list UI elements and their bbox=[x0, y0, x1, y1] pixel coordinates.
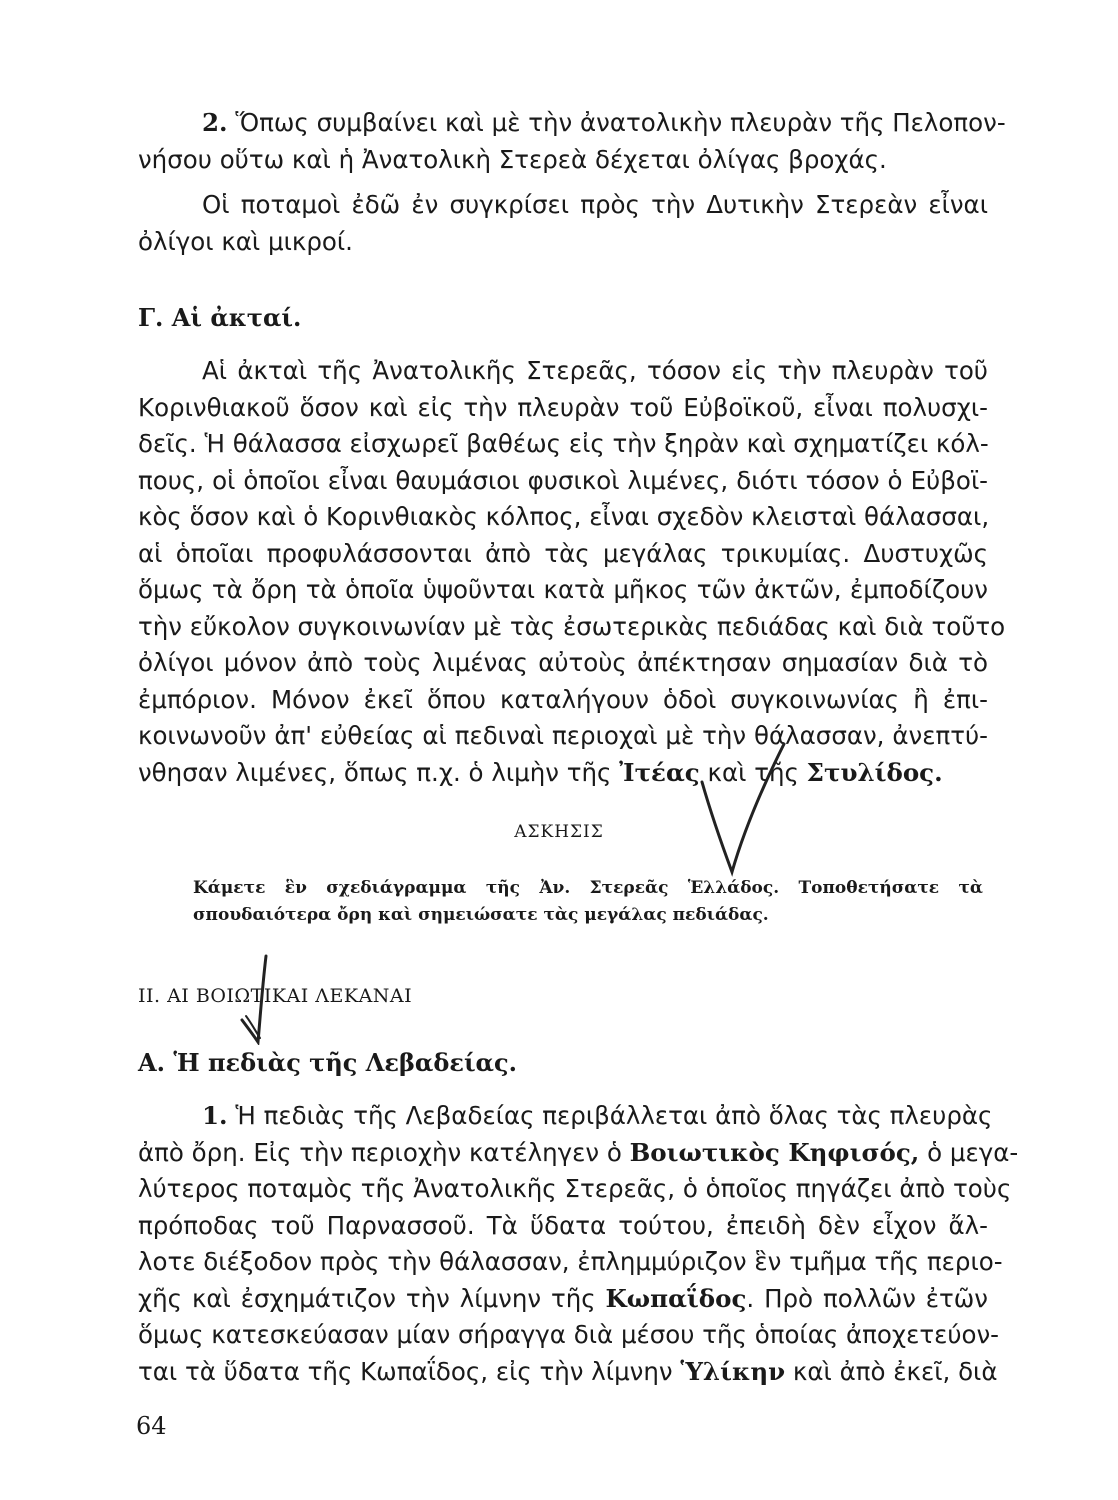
text-line: ἐμπόριον. Μόνον ἐκεῖ ὅπου καταλήγουν ὁδοὶ συγκοινωνίας ἢ ἐπι- bbox=[138, 684, 988, 714]
place-itea: Ἰτέας bbox=[619, 757, 700, 787]
text-line: λοτε διέξοδον πρὸς τὴν θάλασσαν, ἐπλημμύριζον ἓν τμῆμα τῆς περιο- bbox=[138, 1247, 1003, 1276]
heading-coasts: Γ. Αἱ ἀκταί. bbox=[138, 303, 302, 332]
text-line: πρόποδας τοῦ Παρνασσοῦ. Τὰ ὕδατα τούτου, ἐπειδὴ δὲν εἶχον ἄλ- bbox=[138, 1210, 988, 1240]
text-line: ὀλίγοι καὶ μικροί. bbox=[138, 226, 353, 256]
paragraph-levadeia bbox=[138, 1098, 1019, 1390]
text-line: νθησαν λιμένες, ὅπως π.χ. ὁ λιμὴν τῆς Ἰτέας καὶ τῆς Στυλίδος. bbox=[138, 757, 943, 787]
exercises-title: ΑΣΚΗΣΙΣ bbox=[514, 822, 604, 842]
section-number: 1. bbox=[202, 1101, 228, 1130]
text-line: κὸς ὅσον καὶ ὁ Κορινθιακὸς κόλπος, εἶναι σχεδὸν κλεισταὶ θάλασσαι, bbox=[138, 502, 990, 531]
section-II-heading: II. ΑΙ ΒΟΙΩΤΙΚΑΙ ΛΕΚΑΝΑΙ bbox=[138, 985, 413, 1007]
text-line: ἀπὸ ὄρη. Εἰς τὴν περιοχὴν κατέληγεν ὁ Βοιωτικὸς Κηφισός, ὁ μεγα- bbox=[138, 1137, 1019, 1167]
text-line: ὅμως τὰ ὄρη τὰ ὁποῖα ὑψοῦνται κατὰ μῆκος τῶν ἀκτῶν, ἐμποδίζουν bbox=[138, 575, 988, 604]
river-kifisos: Βοιωτικὸς Κηφισός, bbox=[629, 1137, 920, 1167]
text-line: 1. Ἡ πεδιὰς τῆς Λεβαδείας περιβάλλεται ἀπὸ ὅλας τὰς πλευρὰς bbox=[202, 1101, 993, 1130]
place-stylis: Στυλίδος. bbox=[806, 757, 943, 787]
page-number: 64 bbox=[136, 1412, 167, 1440]
text-line: ται τὰ ὕδατα τῆς Κωπαΐδος, εἰς τὴν λίμνην Ὑλίκην καὶ ἀπὸ ἐκεῖ, διὰ bbox=[138, 1356, 998, 1386]
paragraph-section-2 bbox=[138, 105, 1006, 178]
section-number: 2. bbox=[202, 108, 228, 137]
paragraph-coasts bbox=[138, 353, 1006, 791]
text-line: χῆς καὶ ἐσχημάτιζον τὴν λίμνην τῆς Κωπαΐδος. Πρὸ πολλῶν ἐτῶν bbox=[138, 1283, 988, 1313]
text-line: πους, οἱ ὁποῖοι εἶναι θαυμάσιοι φυσικοὶ λιμένες, διότι τόσον ὁ Εὐβοϊ- bbox=[138, 465, 988, 495]
text-line: νήσου οὕτω καὶ ἡ Ἀνατολικὴ Στερεὰ δέχεται ὀλίγας βροχάς. bbox=[138, 144, 887, 174]
text-line: Κορινθιακοῦ ὅσον καὶ εἰς τὴν πλευρὰν τοῦ Εὐβοϊκοῦ, εἶναι πολυσχι- bbox=[138, 392, 988, 422]
text-line: δεῖς. Ἡ θάλασσα εἰσχωρεῖ βαθέως εἰς τὴν ξηρὰν καὶ σχηματίζει κόλ- bbox=[138, 429, 989, 458]
text-line: ὅμως κατεσκεύασαν μίαν σήραγγα διὰ μέσου τῆς ὁποίας ἀποχετεύον- bbox=[138, 1320, 1000, 1349]
text-line: Οἱ ποταμοὶ ἐδῶ ἐν συγκρίσει πρὸς τὴν Δυτικὴν Στερεὰν εἶναι bbox=[202, 190, 988, 219]
lake-kopais: Κωπαΐδος bbox=[605, 1283, 747, 1313]
text-line: Αἱ ἀκταὶ τῆς Ἀνατολικῆς Στερεᾶς, τόσον εἰς τὴν πλευρὰν τοῦ bbox=[202, 356, 988, 385]
text-line: κοινωνοῦν ἀπ' εὐθείας αἱ πεδιναὶ περιοχαὶ μὲ τὴν θάλασσαν, ἀνεπτύ- bbox=[138, 721, 988, 750]
lake-yliki: Ὑλίκην bbox=[680, 1356, 786, 1386]
text-line: αἱ ὁποῖαι προφυλάσσονται ἀπὸ τὰς μεγάλας τρικυμίας. Δυστυχῶς bbox=[138, 538, 988, 568]
heading-levadeia: Α. Ἡ πεδιὰς τῆς Λεβαδείας. bbox=[138, 1048, 517, 1077]
exercises-text: Κάμετε ἓν σχεδιάγραμμα τῆς Ἀν. Στερεᾶς Ἑλλάδος. Τοποθετήσατε τὰ σπουδαιότερα ὄρη καὶ σημειώσατε τὰς μεγάλας πεδιάδας. bbox=[193, 878, 983, 925]
text-line: ὀλίγοι μόνον ἀπὸ τοὺς λιμένας αὐτοὺς ἀπέκτησαν σημασίαν διὰ τὸ bbox=[138, 648, 988, 677]
paragraph-rivers bbox=[138, 187, 988, 260]
text-line: τὴν εὔκολον συγκοινωνίαν μὲ τὰς ἐσωτερικὰς πεδιάδας καὶ διὰ τοῦτο bbox=[138, 611, 1006, 641]
text-line: 2. Ὅπως συμβαίνει καὶ μὲ τὴν ἀνατολικὴν πλευρὰν τῆς Πελοπον- bbox=[202, 108, 1006, 137]
text-line: λύτερος ποταμὸς τῆς Ἀνατολικῆς Στερεᾶς, ὁ ὁποῖος πηγάζει ἀπὸ τοὺς bbox=[138, 1174, 1012, 1203]
